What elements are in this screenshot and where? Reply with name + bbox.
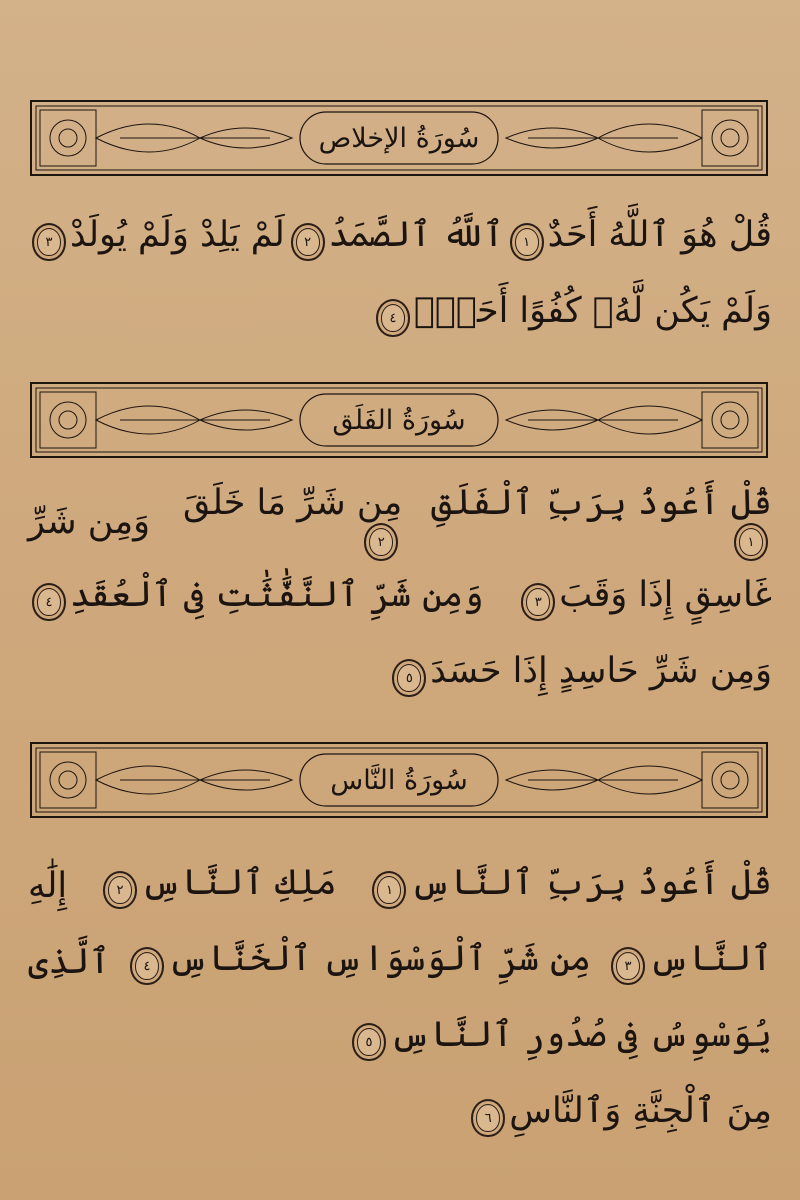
- verse-text: مَلِكِ ٱلنَّاسِ: [140, 862, 337, 903]
- text-line: [28, 636, 772, 712]
- verse-text: قُلْ هُوَ ٱللَّهُ أَحَدٌ: [547, 214, 772, 255]
- verse-3-end: [517, 575, 772, 622]
- verse-1: [402, 483, 772, 561]
- text-line: [28, 1000, 772, 1076]
- verse-4: [126, 939, 591, 986]
- verse-5: [388, 651, 772, 698]
- ayah-number-marker: ١: [734, 523, 768, 561]
- ayah-number-marker: ٣: [611, 947, 645, 985]
- verse-2: [287, 215, 504, 262]
- surah-header-nas: [30, 742, 768, 818]
- verse-3: [28, 215, 285, 262]
- verse-text: يُوَسْوِسُ فِى صُدُورِ ٱلنَّاسِ: [389, 1014, 772, 1055]
- ayah-number-marker: ٥: [352, 1023, 386, 1061]
- verse-text: ٱلنَّاسِ: [648, 938, 772, 979]
- ayah-number-marker: ٣: [32, 223, 66, 261]
- verse-text: ٱللَّهُ ٱلصَّمَدُ: [328, 214, 504, 255]
- surah-body-ikhlas: [28, 200, 772, 352]
- verse-text: وَلَمْ يَكُن لَّهُۥ كُفُوًا أَحَدٌۢ: [413, 290, 772, 331]
- surah-title: سُورَةُ الفَلَق: [332, 404, 466, 436]
- surah-body-nas: [28, 848, 772, 1152]
- ayah-number-marker: ١: [372, 871, 406, 909]
- verse-text: غَاسِقٍ إِذَا وَقَبَ: [559, 574, 772, 615]
- verse-text: وَمِن شَرِّ ٱلنَّفَّٰثَٰتِ فِى ٱلْعُقَدِ: [70, 574, 484, 615]
- verse-6: [467, 1091, 772, 1138]
- ayah-number-marker: ٤: [32, 583, 66, 621]
- verse-text: إِلَٰهِ: [28, 866, 68, 906]
- surah-body-falaq: [28, 484, 772, 712]
- verse-3-start: [28, 866, 67, 906]
- verse-2: [99, 863, 337, 910]
- text-line: [28, 848, 772, 924]
- ayah-number-marker: ٣: [521, 583, 555, 621]
- verse-1: [506, 215, 772, 262]
- ayah-number-marker: ٤: [130, 947, 164, 985]
- surah-header-ikhlas: [30, 100, 768, 176]
- verse-5-end: [348, 1015, 772, 1062]
- ayah-number-marker: ٦: [471, 1099, 505, 1137]
- verse-text: لَمْ يَلِدْ وَلَمْ يُولَدْ: [70, 214, 285, 255]
- surah-title: سُورَةُ النَّاس: [330, 764, 468, 796]
- ayah-number-marker: ٢: [291, 223, 325, 261]
- text-line: [28, 200, 772, 276]
- verse-text: وَمِن شَرِّ حَاسِدٍ إِذَا حَسَدَ: [430, 650, 772, 691]
- verse-text: مِن شَرِّ ٱلْوَسْوَاسِ ٱلْخَنَّاسِ: [167, 938, 592, 979]
- verse-2: [150, 483, 402, 561]
- verse-text: قُلْ أَعُوذُ بِرَبِّ ٱلنَّاسِ: [410, 862, 772, 903]
- text-line: [28, 276, 772, 352]
- text-line: [28, 560, 772, 636]
- verse-3-end: [607, 939, 772, 986]
- ayah-number-marker: ١: [510, 223, 544, 261]
- ayah-number-marker: ٥: [392, 659, 426, 697]
- surah-title: سُورَةُ الإخلاص: [318, 122, 480, 154]
- surah-header-falaq: [30, 382, 768, 458]
- verse-text: مِنَ ٱلْجِنَّةِ وَٱلنَّاسِ: [509, 1090, 772, 1131]
- verse-text: قُلْ أَعُوذُ بِرَبِّ ٱلْفَلَقِ: [431, 483, 772, 523]
- verse-text: وَمِن شَرِّ: [28, 502, 151, 542]
- ayah-number-marker: ٤: [376, 299, 410, 337]
- verse-5-start: [28, 942, 110, 982]
- ayah-number-marker: ٢: [364, 523, 398, 561]
- text-line: [28, 924, 772, 1000]
- text-line: [28, 1076, 772, 1152]
- verse-text: ٱلَّذِى: [28, 942, 111, 982]
- verse-3-start: [28, 502, 150, 542]
- verse-text: مِن شَرِّ مَا خَلَقَ: [183, 483, 403, 523]
- verse-1: [368, 863, 772, 910]
- ayah-number-marker: ٢: [103, 871, 137, 909]
- verse-4: [372, 291, 772, 338]
- text-line: [28, 484, 772, 560]
- verse-4: [28, 575, 484, 622]
